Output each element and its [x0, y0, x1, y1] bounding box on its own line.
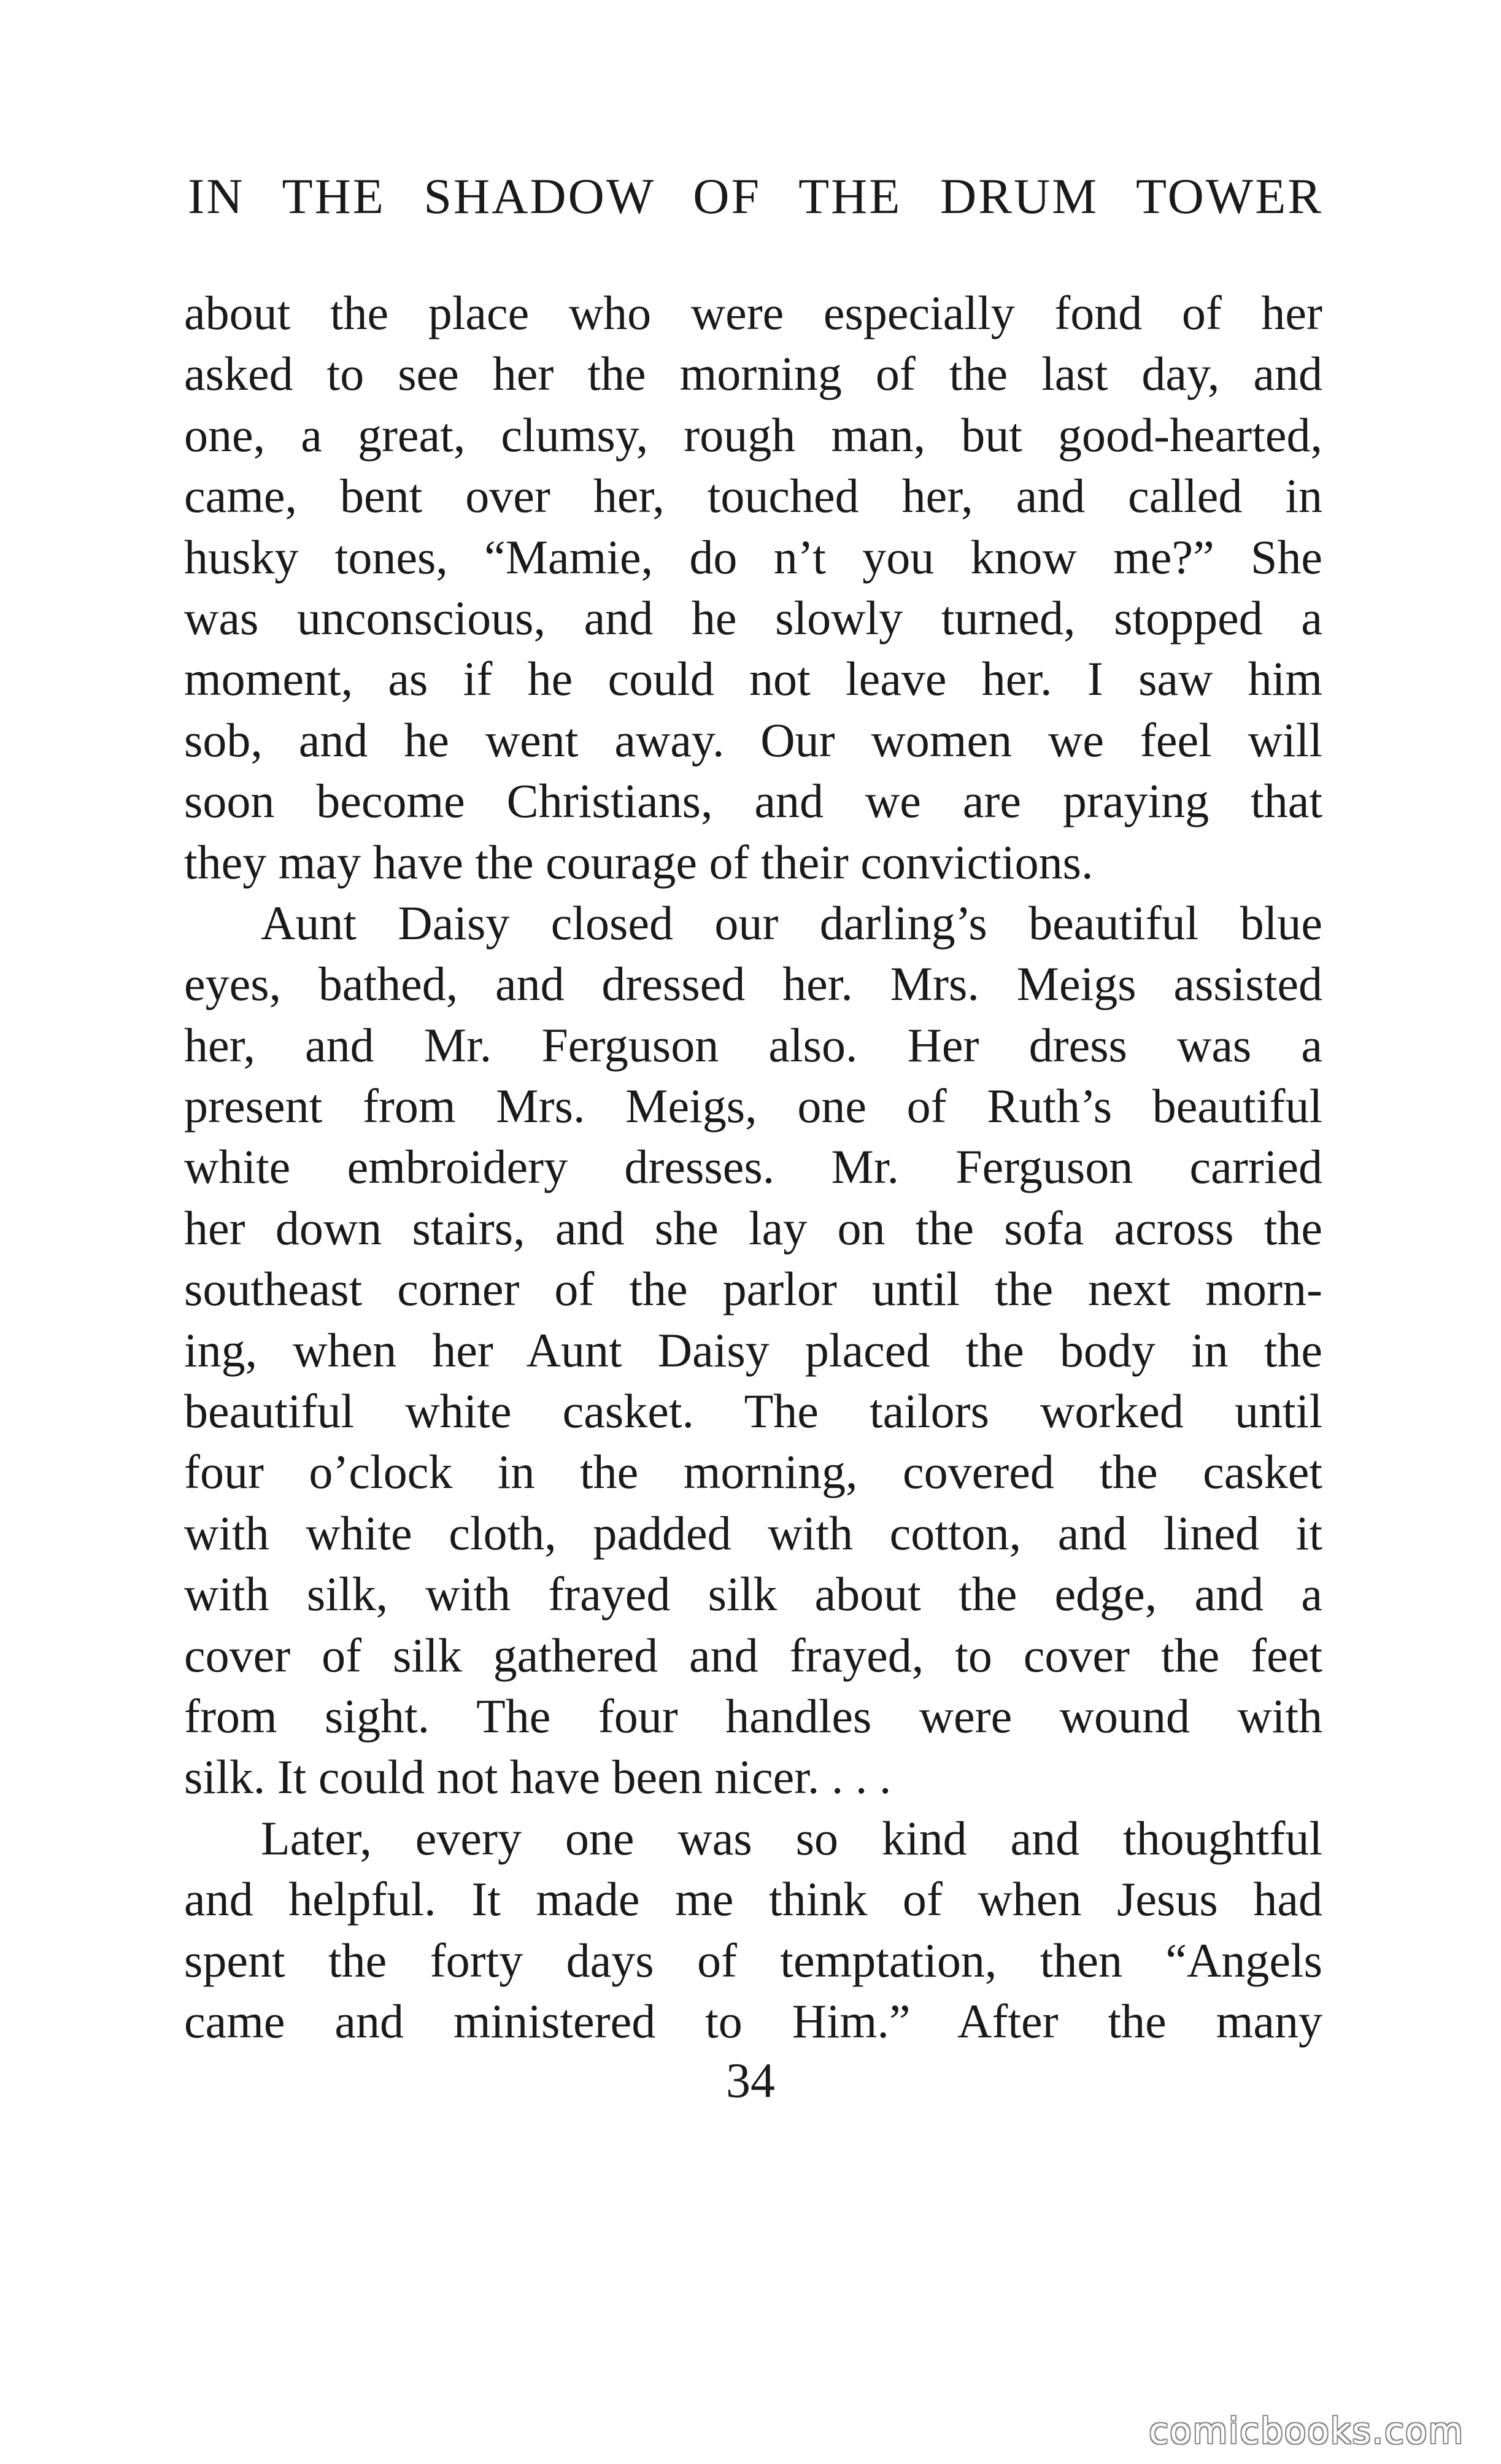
text-line: her, and Mr. Ferguson also. Her dress was a [184, 1018, 1322, 1072]
text-line: cover of silk gathered and frayed, to cover the feet [184, 1628, 1322, 1682]
text-line: Aunt Daisy closed our darling’s beautiful blue [261, 896, 1322, 950]
text-line: with white cloth, padded with cotton, and lined it [184, 1506, 1322, 1560]
text-line: sob, and he went away. Our women we feel will [184, 713, 1322, 767]
text-line: silk. It could not have been nicer. . . . [184, 1750, 892, 1804]
text-line: they may have the courage of their convictions. [184, 835, 1094, 889]
text-line: asked to see her the morning of the last day, and [184, 347, 1322, 401]
text-line: her down stairs, and she lay on the sofa across the [184, 1201, 1322, 1255]
text-line: from sight. The four handles were wound with [184, 1689, 1322, 1743]
text-line: four o’clock in the morning, covered the casket [184, 1445, 1322, 1499]
text-line: moment, as if he could not leave her. I saw him [184, 652, 1322, 706]
watermark: comicbooks.com [1149, 2410, 1464, 2452]
text-line: eyes, bathed, and dressed her. Mrs. Meigs assisted [184, 957, 1322, 1011]
text-line: with silk, with frayed silk about the edge, and a [184, 1567, 1322, 1621]
text-line: was unconscious, and he slowly turned, stopped a [184, 591, 1322, 645]
text-line: about the place who were especially fond of her [184, 286, 1322, 339]
text-line: white embroidery dresses. Mr. Ferguson carried [184, 1140, 1322, 1194]
body-text [184, 282, 1322, 2051]
running-head: IN THE SHADOW OF THE DRUM TOWER [188, 168, 1323, 224]
text-line: ing, when her Aunt Daisy placed the body in the [184, 1323, 1322, 1377]
text-line: and helpful. It made me think of when Jesus had [184, 1872, 1322, 1926]
text-line: Later, every one was so kind and thoughtful [261, 1811, 1322, 1865]
text-line: came, bent over her, touched her, and called in [184, 469, 1322, 523]
text-line: spent the forty days of temptation, then “Angels [184, 1933, 1322, 1987]
text-line: southeast corner of the parlor until the next morn- [184, 1262, 1322, 1316]
text-line: beautiful white casket. The tailors worked until [184, 1384, 1322, 1438]
text-line: husky tones, “Mamie, do n’t you know me?” She [184, 530, 1322, 584]
text-line: present from Mrs. Meigs, one of Ruth’s beautiful [184, 1079, 1322, 1133]
text-line: soon become Christians, and we are praying that [184, 774, 1322, 828]
text-line: one, a great, clumsy, rough man, but good-hearted, [184, 408, 1322, 462]
page-number: 34 [726, 2054, 775, 2108]
text-line: came and ministered to Him.” After the many [184, 1994, 1322, 2048]
